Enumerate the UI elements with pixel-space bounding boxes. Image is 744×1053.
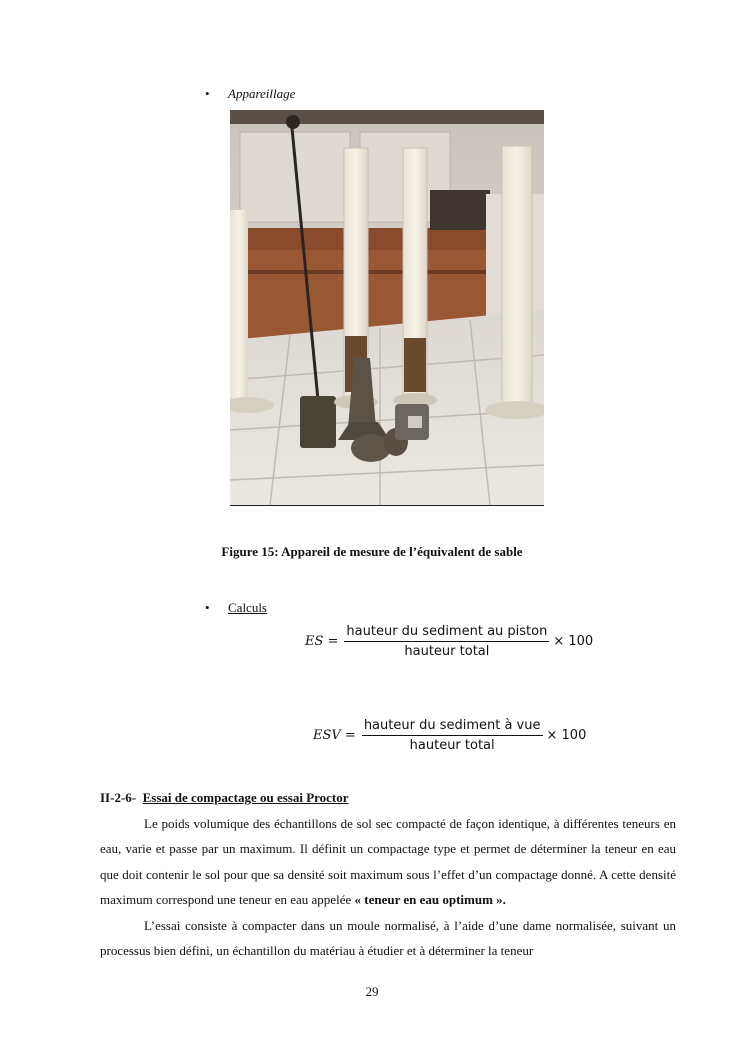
formula-esv-numerator: hauteur du sediment à vue bbox=[362, 718, 543, 736]
apparatus-illustration bbox=[230, 110, 544, 505]
figure-caption: Figure 15: Appareil de mesure de l’équivalent de sable bbox=[221, 544, 523, 559]
paragraph-1 bbox=[100, 811, 676, 913]
formula-es bbox=[305, 624, 593, 659]
formula-es-multiplier: × 100 bbox=[553, 634, 594, 649]
bullet-calculations bbox=[205, 600, 267, 616]
bullet-dot: • bbox=[205, 600, 210, 615]
bullet-apparatus bbox=[205, 86, 295, 102]
formula-esv-fraction bbox=[362, 718, 543, 753]
bullet-calculations-label: Calculs bbox=[228, 600, 267, 615]
section-number: II-2-6- bbox=[100, 790, 137, 805]
page-number: 29 bbox=[365, 984, 379, 999]
formula-es-fraction bbox=[344, 624, 549, 659]
formula-esv-lhs: ESV = bbox=[313, 728, 356, 743]
apparatus-photo bbox=[230, 110, 544, 506]
paragraph-2: L’essai consiste à compacter dans un moule normalisé, à l’aide d’une dame normalisée, suivant un processus bien défini, un échantillon du matériau à étudier et à déterminer la teneur bbox=[100, 917, 676, 959]
paragraph-1-text: Le poids volumique des échantillons de sol sec compacté de façon identique, à différentes teneurs en eau, varie et passe par un maximum. Il définit un compactage type et permet de déterminer la teneur en eau que doit contenir le sol pour que sa densité soit maximum sous l’effet d’un compactage donné. A cette densité maximum correspond une teneur en eau appelée bbox=[100, 816, 676, 908]
body-text bbox=[100, 811, 676, 963]
formula-es-numerator: hauteur du sediment au piston bbox=[344, 624, 549, 642]
formula-es-lhs: ES = bbox=[305, 634, 339, 649]
formula-esv bbox=[313, 718, 586, 753]
formula-esv-multiplier: × 100 bbox=[546, 728, 587, 743]
paragraph-1-emphasis: « teneur en eau optimum ». bbox=[354, 892, 506, 908]
section-heading bbox=[100, 790, 349, 806]
bullet-apparatus-label: Appareillage bbox=[228, 86, 296, 101]
formula-es-denominator: hauteur total bbox=[404, 644, 490, 659]
section-title: Essai de compactage ou essai Proctor bbox=[142, 790, 349, 805]
bullet-dot: • bbox=[205, 86, 210, 101]
formula-esv-denominator: hauteur total bbox=[409, 738, 495, 753]
